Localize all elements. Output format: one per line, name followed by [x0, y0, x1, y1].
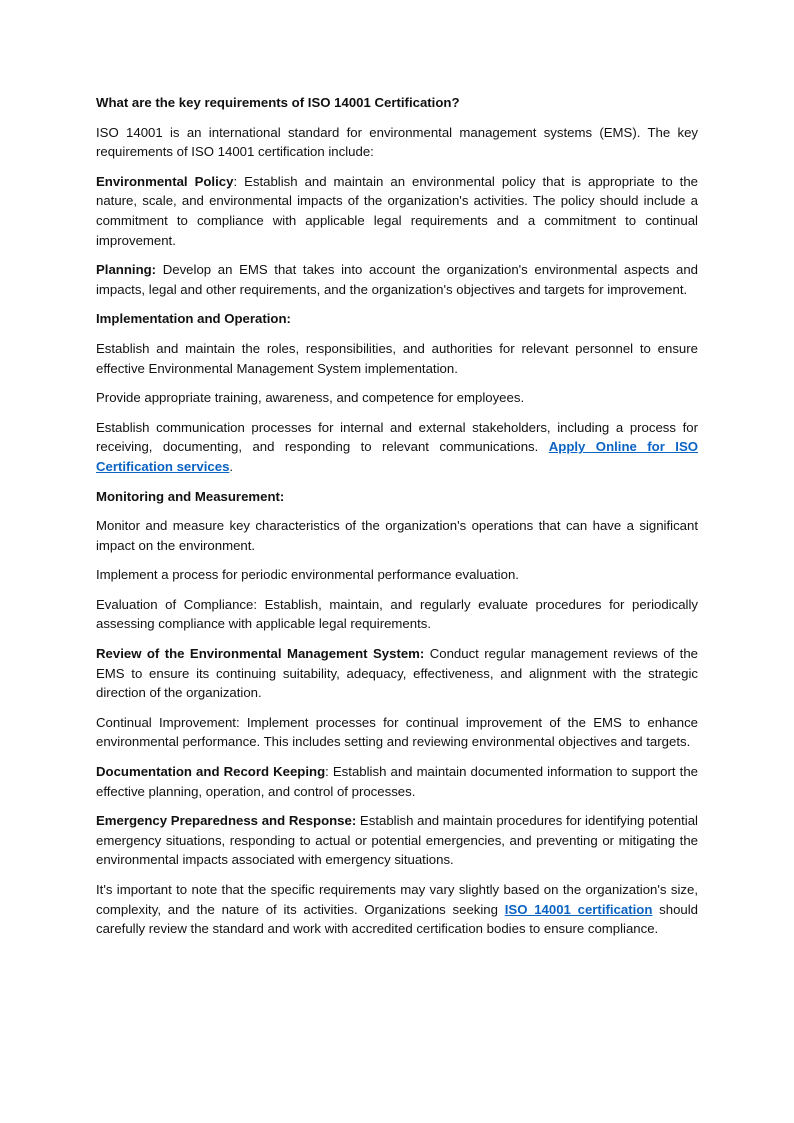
planning-label: Planning: — [96, 262, 157, 278]
documentation-text: : Establish and maintain documented information to support the effective planning, operation, and control of processes. — [96, 764, 698, 799]
implementation-communication-paragraph — [96, 418, 698, 477]
document-title: What are the key requirements of ISO 14001 Certification? — [96, 95, 460, 110]
review-label: Review of the Environmental Management System: — [96, 646, 425, 662]
communication-text: Establish communication processes for internal and external stakeholders, including a process for receiving, documenting, and responding to relevant communications. — [96, 419, 698, 455]
planning-paragraph — [96, 260, 698, 299]
implementation-training-paragraph: Provide appropriate training, awareness, and competence for employees. — [96, 390, 525, 406]
evaluation-of-compliance-paragraph: Evaluation of Compliance: Establish, maintain, and regularly evaluate procedures for periodically assessing compliance with applicable legal requirements. — [96, 596, 698, 632]
implementation-roles-paragraph: Establish and maintain the roles, responsibilities, and authorities for relevant personnel to ensure effective Environmental Management System implementation. — [96, 340, 698, 376]
monitoring-evaluation-paragraph: Implement a process for periodic environmental performance evaluation. — [96, 567, 519, 583]
monitoring-heading: Monitoring and Measurement: — [96, 488, 285, 504]
environmental-policy-label: Environmental Policy — [96, 173, 234, 189]
document-page — [96, 93, 698, 949]
planning-text: Develop an EMS that takes into account the organization's environmental aspects and impacts, legal and other requirements, and the organization's objectives and targets for improvement. — [96, 262, 698, 297]
intro-paragraph: ISO 14001 is an international standard for environmental management systems (EMS). The key requirements of ISO 14001 certification include: — [96, 124, 698, 160]
closing-text-end: should carefully review the standard and work with accredited certification bodies to ensure compliance. — [96, 901, 699, 937]
emergency-text: Establish and maintain procedures for identifying potential emergency situations, responding to actual or potential emergencies, and preventing or mitigating the environmental impacts associated with emergency situations. — [96, 813, 698, 868]
emergency-label: Emergency Preparedness and Response: — [96, 813, 357, 829]
monitoring-measure-paragraph: Monitor and measure key characteristics of the organization's operations that can have a significant impact on the environment. — [96, 518, 698, 553]
iso-14001-certification-link[interactable]: ISO 14001 certification — [504, 901, 653, 917]
communication-end: . — [229, 458, 234, 474]
continual-improvement-paragraph: Continual Improvement: Implement processes for continual improvement of the EMS to enhance environmental performance. This includes setting and reviewing environmental objectives and targets. — [96, 714, 698, 750]
review-text: Conduct regular management reviews of the EMS to ensure its continuing suitability, adequacy, effectiveness, and alignment with the strategic direction of the organization. — [96, 646, 698, 701]
implementation-heading: Implementation and Operation: — [96, 311, 291, 327]
environmental-policy-text: : Establish and maintain an environmental policy that is appropriate to the nature, scale, and environmental impacts of the organization's activities. The policy should include a commitment to compliance with applicable legal requirements and a commitment to continual improvement. — [96, 173, 698, 248]
apply-online-link[interactable]: Apply Online for ISO Certification services — [96, 439, 698, 474]
closing-paragraph — [96, 880, 698, 939]
emergency-paragraph — [96, 811, 698, 870]
documentation-paragraph — [96, 762, 698, 801]
review-paragraph — [96, 644, 698, 703]
environmental-policy-paragraph — [96, 172, 698, 250]
closing-text-start: It's important to note that the specific requirements may vary slightly based on the organization's size, complexity, and the nature of its activities. Organizations seeking — [96, 882, 698, 917]
documentation-label: Documentation and Record Keeping — [96, 764, 326, 780]
